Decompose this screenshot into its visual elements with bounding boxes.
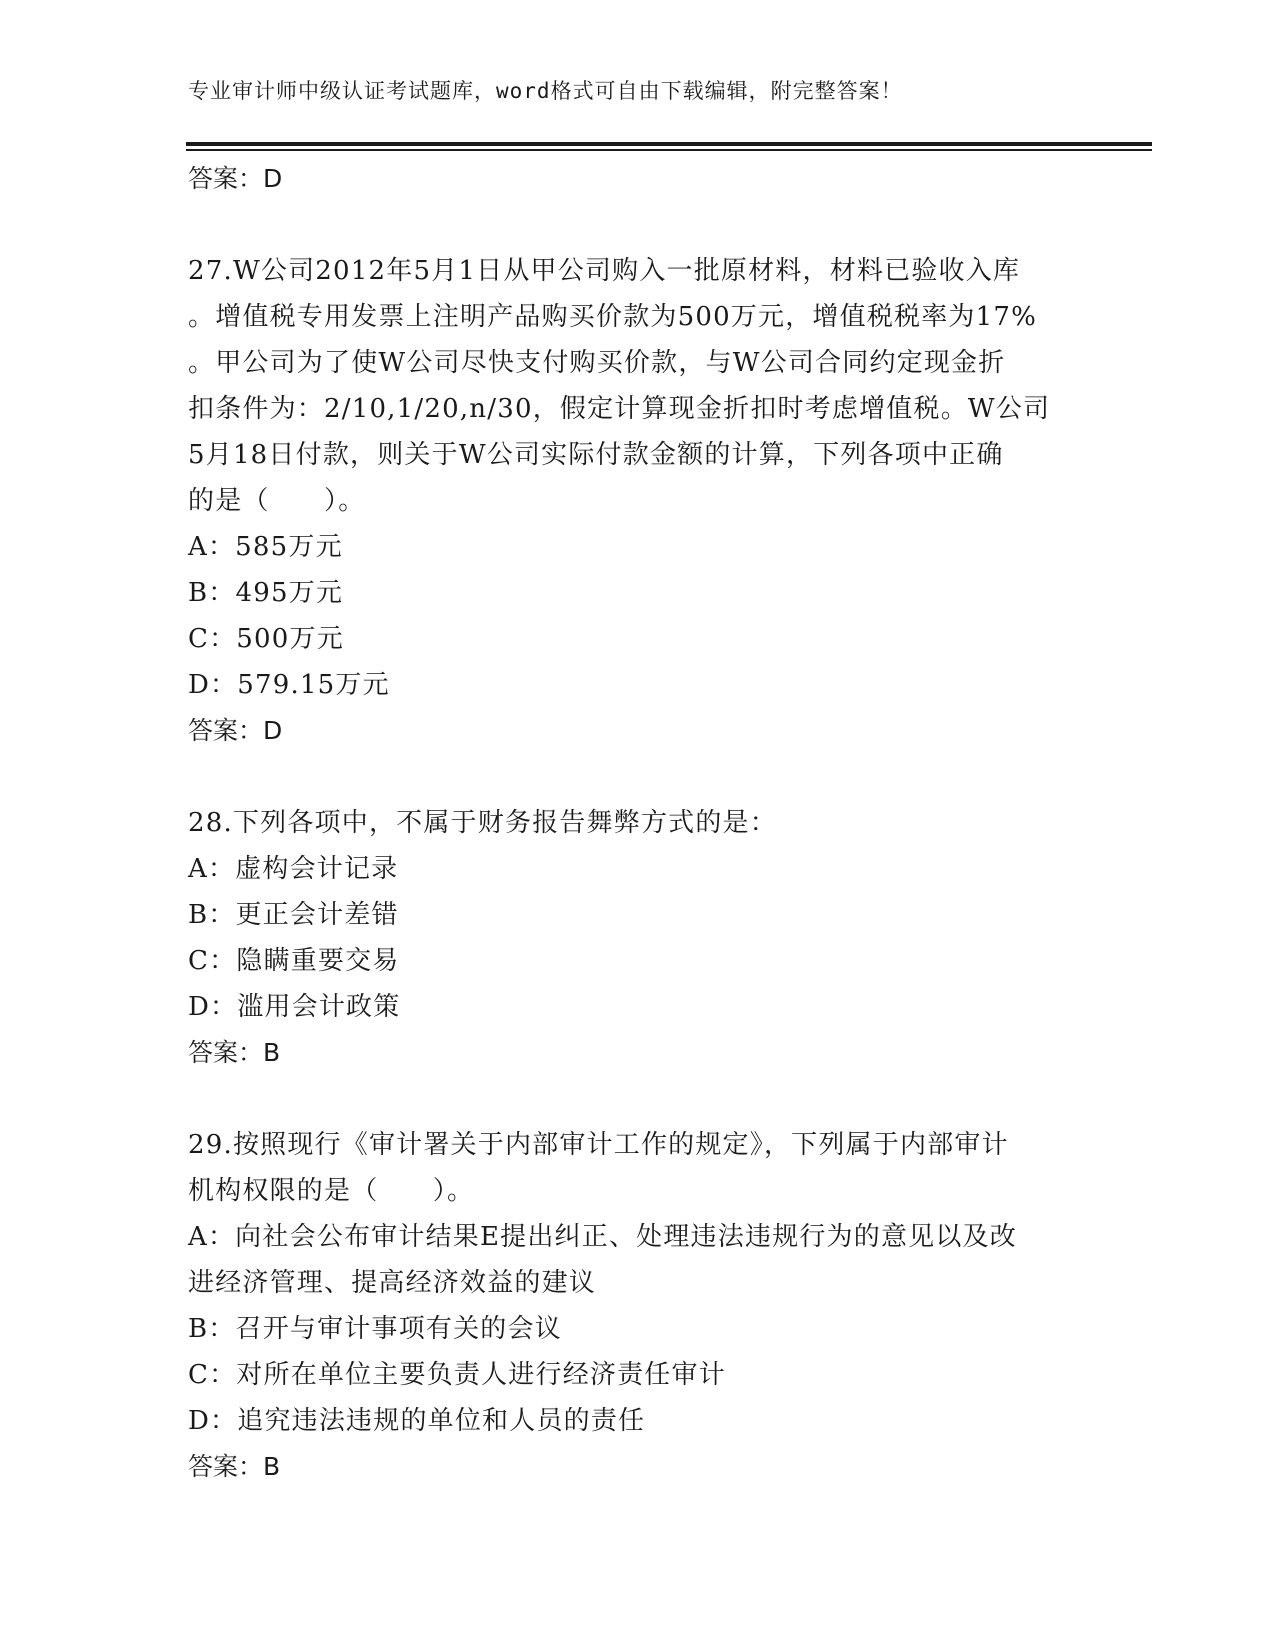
question-text [188,800,1088,846]
option-b: B：召开与审计事项有关的会议 [188,1314,562,1344]
answer: 答案：B [188,1038,281,1067]
question-block-28 [188,800,1088,1076]
spacer [188,202,1088,248]
question-line: 27.W公司2012年5月1日从甲公司购入一批原材料，材料已验收入库 [188,256,1021,286]
question-line: 机构权限的是（ ）。 [188,1176,475,1206]
question-block-29 [188,1122,1088,1490]
question-line: 5月18日付款，则关于W公司实际付款金额的计算，下列各项中正确 [188,440,1004,470]
question-line: 的是（ ）。 [188,486,366,516]
question-block-27 [188,248,1088,754]
question-line: 28.下列各项中，不属于财务报告舞弊方式的是： [188,808,777,838]
question-text [188,248,1088,524]
answer: 答案：D [188,716,283,745]
header-rule-thin [186,149,1152,151]
option-a: A：向社会公布审计结果E提出纠正、处理违法违规行为的意见以及改 [188,1222,1017,1252]
page-header: 专业审计师中级认证考试题库，word格式可自由下载编辑，附完整答案！ [188,79,903,103]
option-a: A：585万元 [188,532,343,562]
question-line: 。甲公司为了使W公司尽快支付购买价款，与W公司合同约定现金折 [188,348,1006,378]
spacer [188,1076,1088,1122]
option-a-continued: 进经济管理、提高经济效益的建议 [188,1268,597,1298]
option-c: C：对所在单位主要负责人进行经济责任审计 [188,1360,726,1390]
previous-answer: 答案：D [188,164,283,193]
option-c: C：500万元 [188,624,344,654]
spacer [188,754,1088,800]
option-b: B：495万元 [188,578,344,608]
option-c: C：隐瞒重要交易 [188,946,400,976]
option-d: D：579.15万元 [188,670,390,700]
question-text [188,1122,1088,1214]
option-b: B：更正会计差错 [188,900,399,930]
option-d: D：滥用会计政策 [188,992,401,1022]
header-rule-thick [186,142,1152,146]
answer: 答案：B [188,1452,281,1481]
question-line: 29.按照现行《审计署关于内部审计工作的规定》，下列属于内部审计 [188,1130,1009,1160]
option-d: D：追究违法违规的单位和人员的责任 [188,1406,646,1436]
option-a: A：虚构会计记录 [188,854,399,884]
question-line: 。增值税专用发票上注明产品购买价款为500万元，增值税税率为17% [188,302,1038,332]
question-line: 扣条件为：2/10,1/20,n/30，假定计算现金折扣时考虑增值税。W公司 [188,394,1051,424]
content [188,156,1088,1490]
